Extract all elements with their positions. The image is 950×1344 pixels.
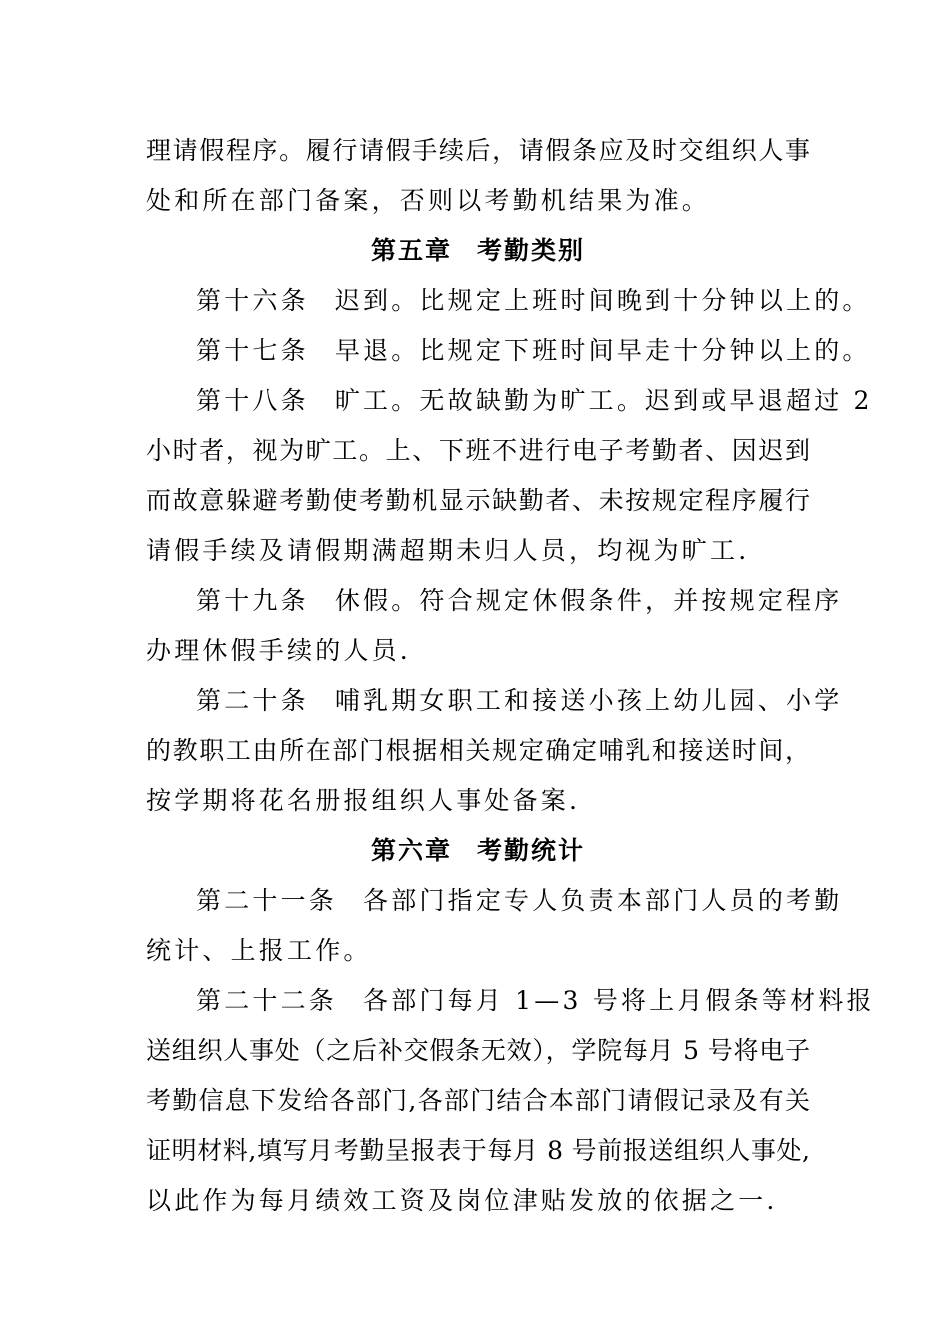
paragraph-line: 送组织人事处（之后补交假条无效），学院每月 5 号将电子 bbox=[146, 1036, 810, 1065]
article-line bbox=[146, 876, 843, 926]
paragraph-line: 理请假程序。履行请假手续后，请假条应及时交组织人事 bbox=[146, 136, 810, 165]
article-text: 各部门每月 1—3 号将上月假条等材料报 bbox=[363, 986, 875, 1015]
paragraph-line: 小时者，视为旷工。上、下班不进行电子考勤者、因迟到 bbox=[146, 436, 810, 465]
article-line bbox=[146, 276, 871, 326]
article-line bbox=[146, 576, 843, 626]
article-text: 各部门指定专人负责本部门人员的考勤 bbox=[363, 886, 843, 915]
article-number: 第十九条 bbox=[196, 586, 309, 615]
article-text: 旷工。无故缺勤为旷工。迟到或早退超过 2 bbox=[334, 386, 873, 415]
article-text: 哺乳期女职工和接送小孩上幼儿园、小学 bbox=[334, 686, 843, 715]
paragraph-line: 按学期将花名册报组织人事处备案. bbox=[146, 786, 581, 815]
chapter-number: 第五章 bbox=[370, 236, 452, 265]
chapter-title: 考勤统计 bbox=[477, 836, 586, 865]
paragraph-line: 的教职工由所在部门根据相关规定确定哺乳和接送时间， bbox=[146, 736, 810, 765]
article-number: 第二十二条 bbox=[196, 986, 338, 1015]
paragraph-line: 考勤信息下发给各部门,各部门结合本部门请假记录及有关 bbox=[146, 1086, 810, 1115]
article-number: 第十八条 bbox=[196, 386, 309, 415]
paragraph-line: 请假手续及请假期满超期未归人员，均视为旷工. bbox=[146, 536, 750, 565]
article-line bbox=[146, 976, 875, 1026]
article-text: 早退。比规定下班时间早走十分钟以上的。 bbox=[334, 336, 871, 365]
paragraph-line: 而故意躲避考勤使考勤机显示缺勤者、未按规定程序履行 bbox=[146, 486, 810, 515]
article-text: 迟到。比规定上班时间晚到十分钟以上的。 bbox=[334, 286, 871, 315]
article-line bbox=[146, 676, 843, 726]
article-text: 休假。符合规定休假条件，并按规定程序 bbox=[334, 586, 843, 615]
paragraph-line: 以此作为每月绩效工资及岗位津贴发放的依据之一. bbox=[146, 1186, 778, 1215]
article-line bbox=[146, 376, 873, 426]
article-number: 第十七条 bbox=[196, 336, 309, 365]
paragraph-line: 处和所在部门备案，否则以考勤机结果为准。 bbox=[146, 186, 711, 215]
paragraph-line: 办理休假手续的人员. bbox=[146, 636, 411, 665]
article-number: 第二十条 bbox=[196, 686, 309, 715]
paragraph-line: 统计、上报工作。 bbox=[146, 936, 372, 965]
article-number: 第十六条 bbox=[196, 286, 309, 315]
chapter-heading bbox=[146, 826, 810, 876]
chapter-number: 第六章 bbox=[370, 836, 452, 865]
paragraph-line: 证明材料,填写月考勤呈报表于每月 8 号前报送组织人事处, bbox=[146, 1136, 810, 1165]
article-line bbox=[146, 326, 871, 376]
article-number: 第二十一条 bbox=[196, 886, 338, 915]
chapter-title: 考勤类别 bbox=[477, 236, 586, 265]
document-page bbox=[146, 126, 875, 1226]
chapter-heading bbox=[146, 226, 810, 276]
